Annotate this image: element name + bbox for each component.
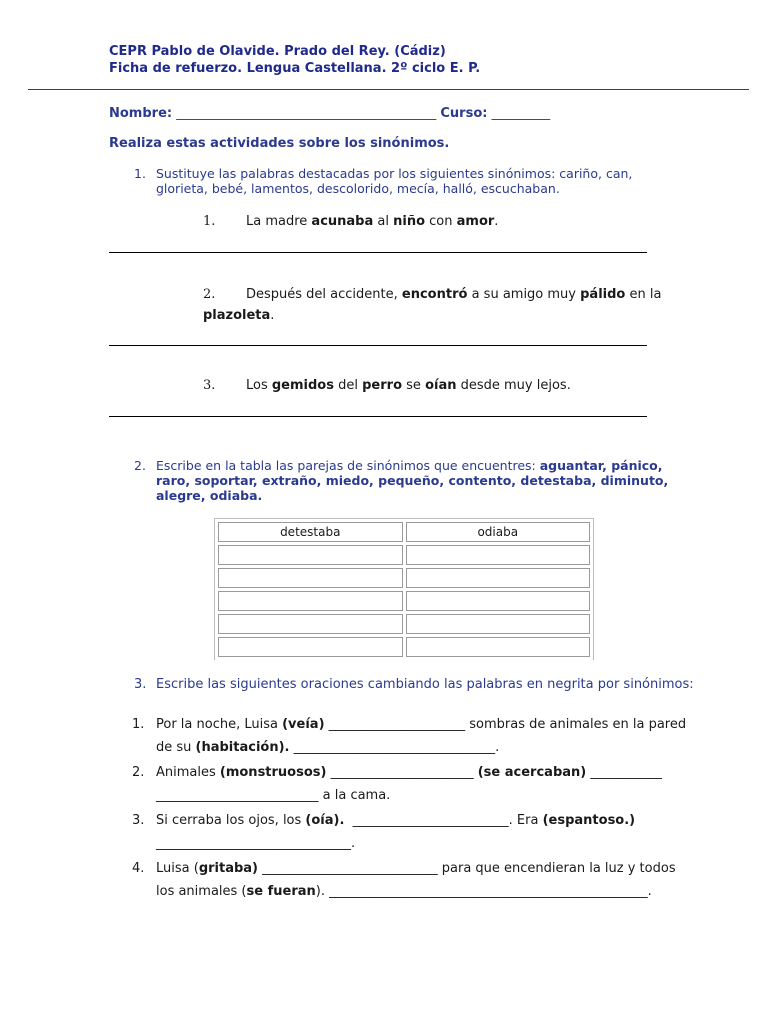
ex2-number: 2. [134, 458, 146, 473]
intro-heading: Realiza estas actividades sobre los sinónimos. [109, 136, 450, 151]
nombre-label: Nombre: [109, 106, 173, 121]
table-cell[interactable] [218, 545, 403, 565]
school-title: CEPR Pablo de Olavide. Prado del Rey. (Cádiz) [109, 44, 446, 59]
table-cell[interactable] [406, 568, 591, 588]
table-row [218, 545, 590, 565]
table-cell[interactable] [406, 545, 591, 565]
ex3-item-3-line-1: Si cerraba los ojos, los (oía). ________________________. Era (espantoso.) [156, 813, 636, 828]
table-header-cell-2: odiaba [406, 522, 591, 542]
header-divider [28, 89, 749, 90]
answer-line-1[interactable] [109, 252, 647, 253]
ex1-sentence-2: Después del accidente, encontró a su amigo muy pálido en la [246, 287, 662, 302]
worksheet-subtitle: Ficha de refuerzo. Lengua Castellana. 2º ciclo E. P. [109, 61, 481, 76]
ex3-item-3-number: 3. [132, 813, 145, 828]
ex1-s1-number: 1. [203, 214, 216, 229]
ex1-s2-number: 2. [203, 287, 216, 302]
ex3-item-1-line-1: Por la noche, Luisa (veía) _____________________ sombras de animales en la pared [156, 717, 687, 732]
ex1-sentence-1: La madre acunaba al niño con amor. [246, 214, 499, 229]
ex3-item-2-number: 2. [132, 765, 145, 780]
table-cell[interactable] [406, 614, 591, 634]
table-cell[interactable] [218, 591, 403, 611]
ex3-instruction: Escribe las siguientes oraciones cambiando las palabras en negrita por sinónimos: [156, 677, 694, 692]
synonym-table [214, 518, 594, 660]
ex3-number: 3. [134, 677, 147, 692]
ex1-number: 1. [134, 166, 146, 181]
ex3-item-4-number: 4. [132, 861, 145, 876]
table-cell[interactable] [406, 591, 591, 611]
ex3-item-2-line-1: Animales (monstruosos) ______________________ (se acercaban) ___________ [156, 765, 662, 780]
ex3-item-4-line-2: los animales (se fueran). _________________________________________________. [156, 884, 652, 899]
ex3-item-1-number: 1. [132, 717, 145, 732]
table-row [218, 522, 590, 542]
ex2-word-list: aguantar, pánico, raro, soportar, extraño, miedo, pequeño, contento, detestaba, diminuto, alegre, odiaba. [156, 458, 669, 503]
name-course-line [109, 106, 550, 121]
ex3-item-3-line-2: ______________________________. [156, 836, 356, 851]
table-row [218, 614, 590, 634]
ex3-item-2-line-2: _________________________ a la cama. [156, 788, 391, 803]
ex2-instruction: Escribe en la tabla las parejas de sinónimos que encuentres: aguantar, pánico, raro, soportar, extraño, miedo, pequeño, contento, detestaba, diminuto, alegre, odiaba. [156, 458, 669, 503]
table-cell[interactable] [218, 568, 403, 588]
answer-line-2[interactable] [109, 345, 647, 346]
curso-blank[interactable]: _________ [491, 106, 551, 121]
ex1-s3-number: 3. [203, 378, 216, 393]
table-cell[interactable] [406, 637, 591, 657]
ex3-item-1-line-2: de su (habitación). _______________________________. [156, 740, 500, 755]
table-header-cell-1: detestaba [218, 522, 403, 542]
nombre-blank[interactable]: ________________________________________ [176, 106, 437, 121]
table-row [218, 637, 590, 657]
ex1-sentence-2-cont: plazoleta. [203, 308, 275, 323]
table-row [218, 568, 590, 588]
table-row [218, 591, 590, 611]
answer-line-3[interactable] [109, 416, 647, 417]
ex3-item-4-line-1: Luisa (gritaba) ___________________________ para que encendieran la luz y todos [156, 861, 676, 876]
curso-label: Curso: [440, 106, 488, 121]
ex1-instruction: Sustituye las palabras destacadas por los siguientes sinónimos: cariño, can, glorieta, bebé, lamentos, descolorido, mecía, halló, escuchaban. [156, 166, 633, 196]
ex1-sentence-3: Los gemidos del perro se oían desde muy lejos. [246, 378, 571, 393]
table-cell[interactable] [218, 614, 403, 634]
table-cell[interactable] [218, 637, 403, 657]
